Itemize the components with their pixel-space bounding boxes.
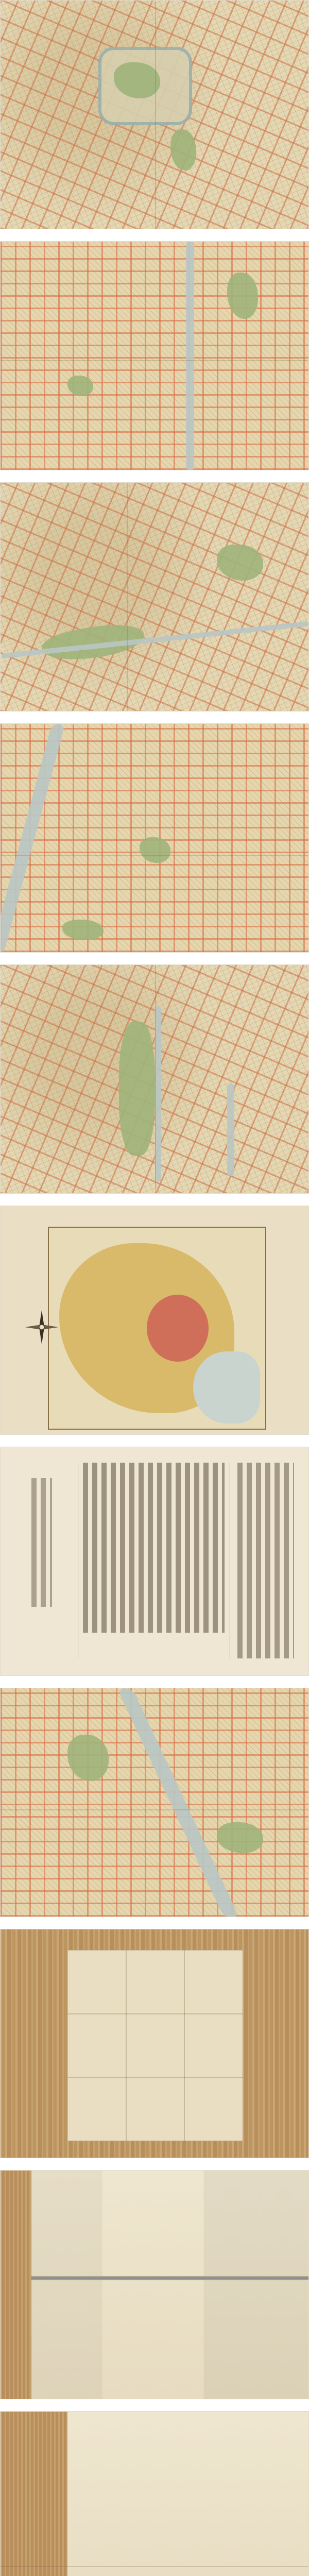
canal (227, 1083, 234, 1176)
fold-panel (67, 1950, 127, 2014)
map-sheet-back (67, 1950, 243, 2141)
fold-line (1, 1809, 308, 1810)
fold-panel (184, 2013, 243, 2078)
fold-line (127, 483, 128, 711)
river (117, 1688, 239, 1917)
fold-line (155, 965, 156, 1193)
photo-map-rivers (0, 482, 309, 711)
bay-area (193, 1351, 260, 1423)
photo-index-map (0, 1206, 309, 1435)
photo-map-canals (0, 964, 309, 1194)
fold-panel (126, 2013, 185, 2078)
fold-panel (126, 2077, 185, 2141)
river (186, 242, 194, 470)
wood-edge (1, 2171, 31, 2399)
text-block (237, 1463, 294, 1658)
urban-core (147, 1295, 209, 1362)
photo-edge-detail (0, 2411, 309, 2576)
fold-line (1, 2566, 308, 2567)
park-area (62, 920, 104, 940)
wood-edge (1, 2412, 67, 2576)
fold-line (1, 360, 308, 361)
park-area (227, 273, 258, 319)
text-block (31, 1478, 52, 1607)
text-block (83, 1463, 225, 1633)
overview-map (48, 1227, 266, 1430)
park-area (140, 837, 170, 863)
compass-rose-icon (24, 1309, 60, 1345)
photo-sheet-on-floor (0, 1929, 309, 2158)
park-area (217, 1822, 263, 1853)
photo-map-dense (0, 723, 309, 953)
fold-crease (31, 2276, 308, 2280)
park-area (217, 545, 263, 581)
river (0, 724, 65, 953)
fold-panel (67, 2077, 127, 2141)
park-area (119, 1022, 155, 1156)
photo-map-grid (0, 241, 309, 470)
fold-panel (184, 1950, 243, 2014)
photo-map-palace (0, 0, 309, 229)
photo-crease-detail (0, 2170, 309, 2399)
fold-panel (184, 2077, 243, 2141)
fold-panel (67, 2013, 127, 2078)
park-area (67, 376, 93, 396)
fold-line (155, 1, 156, 229)
photo-text-page (0, 1447, 309, 1676)
paper-sheet (67, 2412, 308, 2576)
park-area (67, 1735, 109, 1781)
fold-line (1, 855, 308, 856)
park-area (170, 129, 196, 171)
fold-panel (126, 1950, 185, 2014)
photo-map-river-grid (0, 1688, 309, 1917)
